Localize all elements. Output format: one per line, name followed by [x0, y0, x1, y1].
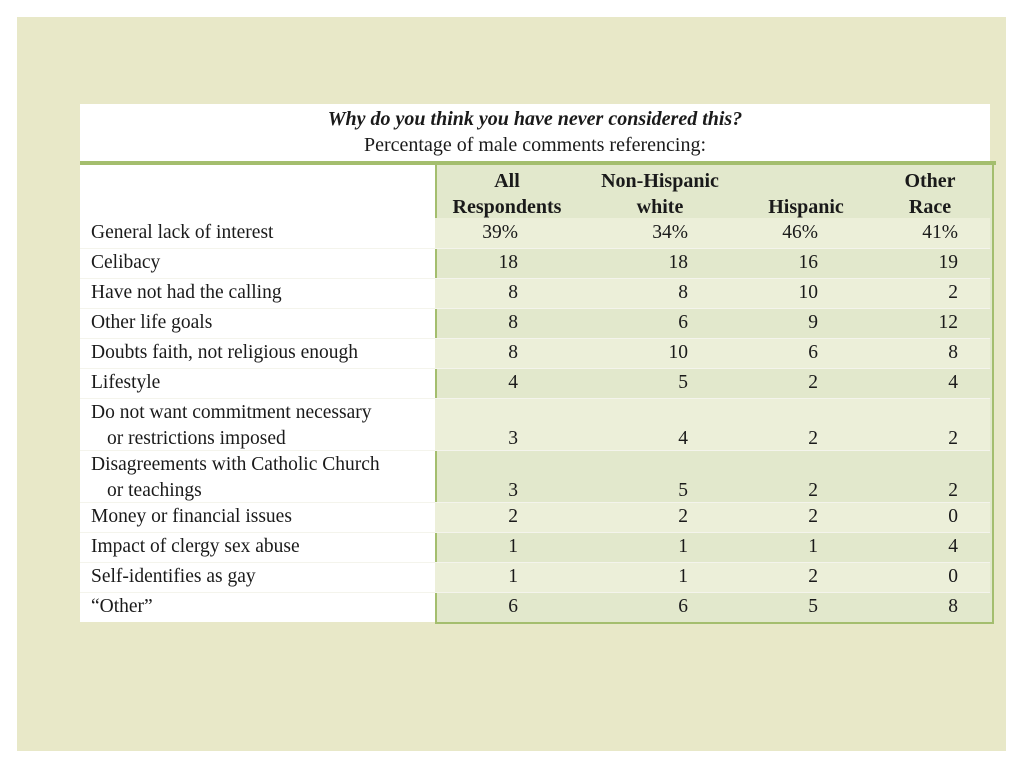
table-cell: 2 [808, 372, 818, 393]
table-question: Why do you think you have never considered this? [327, 108, 743, 130]
table-cell: 2 [678, 506, 688, 527]
table-cell: 8 [508, 342, 518, 363]
table-cell: 1 [508, 566, 518, 587]
table-cell: 6 [678, 596, 688, 617]
table-cell: 9 [808, 312, 818, 333]
table-cell: 41% [922, 222, 958, 243]
table-cell: 0 [948, 506, 958, 527]
table-cell: 16 [798, 252, 818, 273]
table-cell: 1 [508, 536, 518, 557]
row-label: Lifestyle [91, 372, 161, 393]
table-cell: 2 [948, 282, 958, 303]
table-cell: 34% [652, 222, 688, 243]
row-label: General lack of interest [91, 222, 274, 243]
column-header-line2: white [636, 196, 684, 218]
row-label: Have not had the calling [91, 282, 282, 303]
table-cell: 1 [678, 566, 688, 587]
table-cell: 2 [948, 428, 958, 449]
row-label: “Other” [91, 596, 153, 617]
table-cell: 0 [948, 566, 958, 587]
row-divider [80, 278, 990, 279]
table-cell: 8 [678, 282, 688, 303]
table-cell: 8 [508, 312, 518, 333]
table-cell: 6 [508, 596, 518, 617]
table-cell: 12 [938, 312, 958, 333]
table-cell: 10 [798, 282, 818, 303]
table-cell: 3 [508, 428, 518, 449]
column-header-line2: Hispanic [768, 196, 844, 218]
row-label-continued: or teachings [107, 480, 202, 501]
row-divider [80, 308, 990, 309]
table-cell: 8 [508, 282, 518, 303]
table-cell: 2 [808, 566, 818, 587]
row-label: Disagreements with Catholic Church [91, 454, 380, 475]
table-cell: 2 [808, 480, 818, 501]
row-label: Do not want commitment necessary [91, 402, 372, 423]
table-cell: 19 [938, 252, 958, 273]
table-cell: 3 [508, 480, 518, 501]
table-cell: 18 [668, 252, 688, 273]
column-header [855, 168, 1005, 220]
table-cell: 1 [678, 536, 688, 557]
column-header-line2: Race [908, 196, 952, 218]
table-cell: 46% [782, 222, 818, 243]
row-divider [80, 532, 990, 533]
table-cell: 6 [808, 342, 818, 363]
column-header-line1: Other [904, 170, 956, 192]
row-divider [80, 562, 990, 563]
row-label: Self-identifies as gay [91, 566, 256, 587]
table-cell: 5 [808, 596, 818, 617]
column-header-line1: All [494, 170, 520, 192]
table-cell: 5 [678, 372, 688, 393]
column-header [432, 168, 582, 220]
table-cell: 2 [508, 506, 518, 527]
table-cell: 4 [678, 428, 688, 449]
row-divider [80, 368, 990, 369]
table-cell: 10 [668, 342, 688, 363]
row-label: Doubts faith, not religious enough [91, 342, 359, 363]
table-header [80, 104, 990, 162]
row-label: Money or financial issues [91, 506, 292, 527]
table-cell: 4 [948, 372, 958, 393]
table-cell: 1 [808, 536, 818, 557]
table-cell: 18 [498, 252, 518, 273]
table-cell: 2 [808, 506, 818, 527]
row-divider [80, 592, 990, 593]
table-cell: 4 [948, 536, 958, 557]
row-label: Impact of clergy sex abuse [91, 536, 300, 557]
row-label: Celibacy [91, 252, 161, 273]
row-divider [80, 338, 990, 339]
row-label-continued: or restrictions imposed [107, 428, 286, 449]
column-header-line2: Respondents [452, 196, 562, 218]
table-cell: 5 [678, 480, 688, 501]
table-cell: 6 [678, 312, 688, 333]
row-divider [80, 398, 990, 399]
slide-background [17, 17, 1006, 751]
row-divider [80, 248, 990, 249]
table-subtitle: Percentage of male comments referencing: [363, 134, 707, 156]
table-cell: 4 [508, 372, 518, 393]
table-cell: 39% [482, 222, 518, 243]
table-cell: 2 [808, 428, 818, 449]
row-label: Other life goals [91, 312, 213, 333]
table-cell: 2 [948, 480, 958, 501]
column-header [585, 168, 735, 220]
survey-table [80, 104, 990, 622]
row-divider [80, 450, 990, 451]
table-cell: 8 [948, 596, 958, 617]
column-header-line1: Non-Hispanic [601, 170, 719, 192]
row-divider [80, 502, 990, 503]
table-cell: 8 [948, 342, 958, 363]
